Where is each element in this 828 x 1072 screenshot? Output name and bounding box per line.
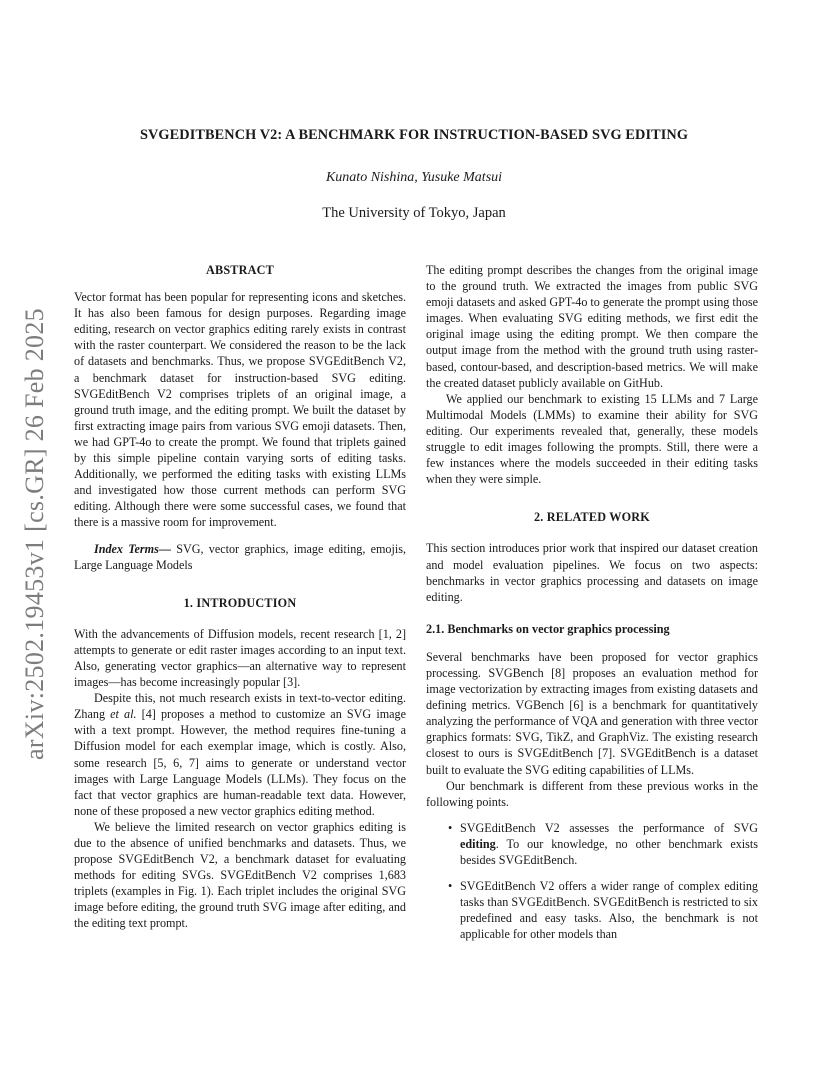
paper-authors: Kunato Nishina, Yusuke Matsui (325, 170, 503, 185)
intro-experiments-paragraph: We applied our benchmark to existing 15 LLMs and 7 Large Multimodal Models (LMMs) to examine their ability for SVG editing. Our experiments revealed that, generally, these models struggle to edit images following the prompts. Still, there were a few instances where the models succeeded in their editing tasks when they were simple. (426, 391, 758, 487)
bullet1-text-a: SVGEditBench V2 assesses the performance of SVG (460, 820, 758, 835)
introduction-paragraph-2 (74, 690, 406, 819)
arxiv-identifier-stamp: arXiv:2502.19453v1 [cs.GR] 26 Feb 2025 (20, 308, 49, 760)
bullet1-bold: editing (460, 836, 496, 851)
introduction-heading: 1. INTRODUCTION (183, 595, 297, 610)
intro-p2-etal: et al. (110, 707, 137, 722)
paper-affiliation: The University of Tokyo, Japan (322, 205, 506, 221)
intro-p2-text-a: Despite this, not much research exists in text-to-vector editing. Zhang (74, 691, 406, 722)
bullet-icon: • (448, 879, 453, 894)
paper-title: SVGEDITBENCH V2: A BENCHMARK FOR INSTRUCTION-BASED SVG EDITING (139, 127, 689, 143)
bullet1-text-b: . To our knowledge, no other benchmark exists besides SVGEditBench. (460, 836, 758, 867)
benchmarks-paragraph-1: Several benchmarks have been proposed for vector graphics processing. SVGBench [8] proposes an evaluation method for image vectorization by extracting images from existing datasets and defining metrics. VGBench [6] is a benchmark for quantitatively analyzing the performance of VQA and generation with three vector graphics formats: SVG, TikZ, and GraphViz. The existing research closest to ours is SVGEditBench [7]. SVGEditBench is a dataset built to evaluate the SVG editing capabilities of LLMs. (426, 649, 758, 777)
bullet2-text: SVGEditBench V2 offers a wider range of complex editing tasks than SVGEditBench. SVGEditBench is restricted to six predefined and easy tasks. Also, the benchmark is not applicable for other models than (460, 879, 758, 942)
index-terms-list: SVG, vector graphics, image editing, emojis, Large Language Models (74, 541, 407, 572)
left-column (74, 262, 406, 932)
benchmarks-paragraph-2: Our benchmark is different from these previous works in the following points. (426, 778, 758, 809)
subsection-heading-benchmarks: 2.1. Benchmarks on vector graphics processing (426, 621, 670, 636)
intro-continued-paragraph: The editing prompt describes the changes from the original image to the ground truth. We extracted the images from public SVG emoji datasets and asked GPT-4o to generate the prompt using those images. When evaluating SVG editing methods, we first edit the original image using the editing prompt. We then compare the output image from the method with the ground truth using raster-based, contour-based, and description-based metrics. We will make the created dataset publicly available on GitHub. (426, 263, 758, 390)
index-terms (74, 541, 406, 573)
introduction-paragraph-3: We believe the limited research on vector graphics editing is due to the absence of unified benchmarks and datasets. Thus, we propose SVGEditBench V2, a benchmark dataset for evaluating methods for editing SVGs. SVGEditBench V2 comprises 1,683 triplets (examples in Fig. 1). Each triplet includes the original SVG image before editing, the ground truth SVG image after editing, and the editing text prompt. (74, 819, 406, 931)
list-item (426, 820, 758, 868)
list-item (426, 878, 758, 942)
abstract-heading: ABSTRACT (206, 263, 274, 277)
differences-list (426, 820, 758, 943)
related-work-heading: 2. RELATED WORK (534, 510, 650, 525)
bullet-icon: • (448, 820, 453, 835)
intro-p2-text-b: [4] proposes a method to customize an SVG image with a text prompt. However, the method requires fine-tuning a Diffusion model for each exemplar image, which is costly. Also, some research [5, 6, 7] aims to generate or understand vector images with Large Language Models (LLMs). They focus on the fact that vector graphics are human-readable text data. However, none of these proposed a new vector graphics editing method. (74, 707, 406, 818)
related-work-paragraph: This section introduces prior work that inspired our dataset creation and model evaluation pipelines. We focus on two aspects: benchmarks in vector graphics processing and datasets on image editing. (426, 541, 758, 604)
right-column (426, 262, 758, 942)
introduction-paragraph-1: With the advancements of Diffusion models, recent research [1, 2] attempts to generate or edit raster images according to an input text. Also, generating vector graphics—an alternative way to represent images—has become increasingly popular [3]. (74, 626, 406, 690)
index-terms-label: Index Terms— (94, 541, 171, 556)
abstract-body: Vector format has been popular for representing icons and sketches. It has also been famous for design purposes. Regarding image editing, research on vector graphics editing rarely exists in contrast with the raster counterpart. We considered the reason to be the lack of datasets and benchmarks. Thus, we propose SVGEditBench V2, a benchmark dataset for instruction-based SVG editing. SVGEditBench V2 comprises triplets of an original image, a ground truth image, and the editing prompt. We built the dataset by first extracting image pairs from various SVG emoji datasets. Then, we had GPT-4o to create the prompt. We found that triplets gained by this simple pipeline contain varying sorts of editing tasks. Additionally, we performed the editing tasks with existing LLMs and investigated how those current methods can perform SVG editing. Although there were some successful cases, we found that there is a massive room for improvement. (74, 290, 406, 530)
